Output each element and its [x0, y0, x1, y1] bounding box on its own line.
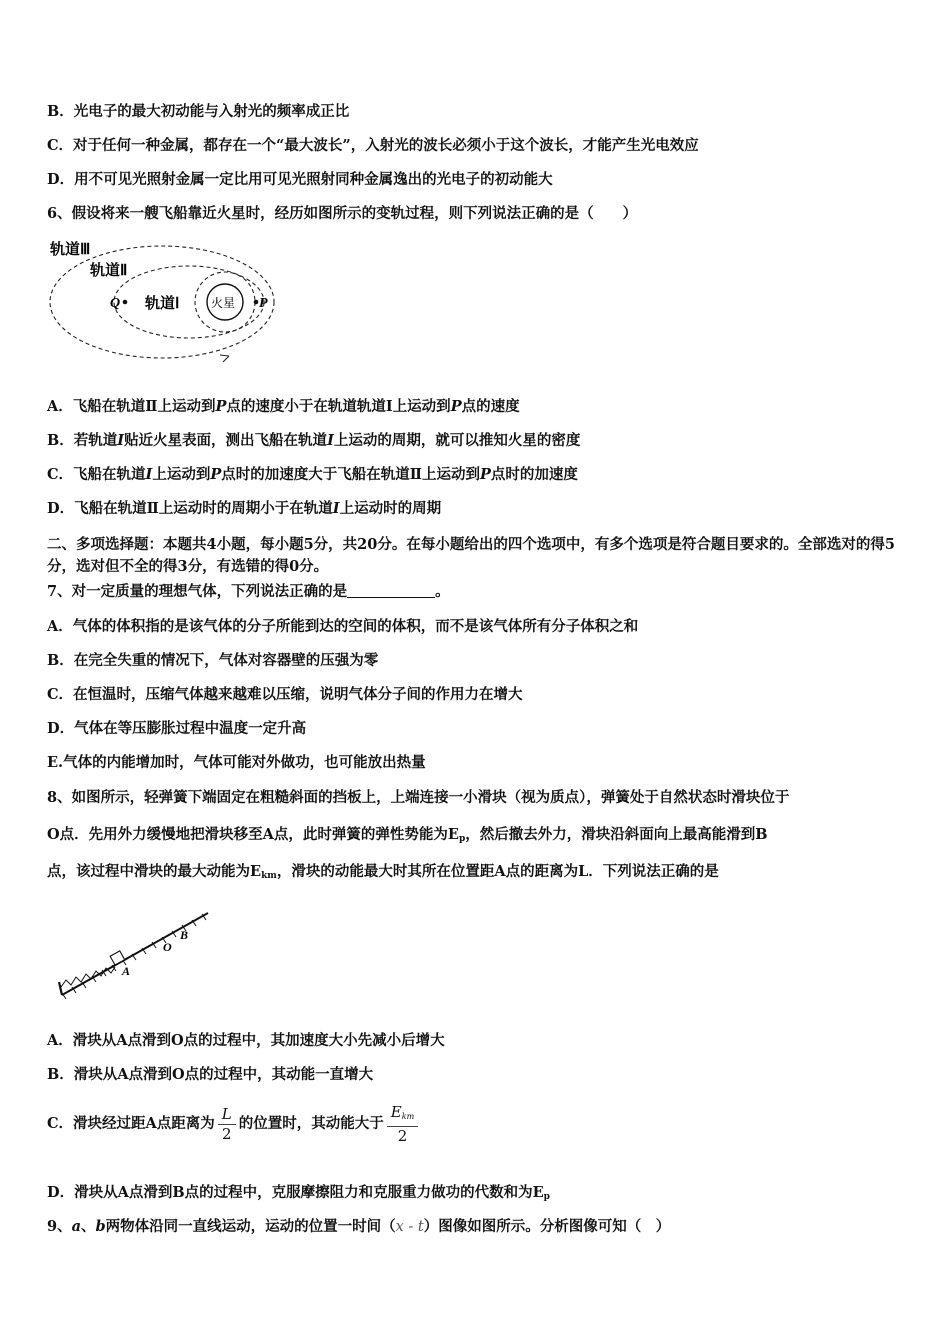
point-q-label: Q	[110, 296, 121, 311]
incline-surface	[62, 913, 208, 995]
q6-stem: 6、假设将来一艘飞船靠近火星时，经历如图所示的变轨过程，则下列说法正确的是（ ）	[47, 205, 638, 222]
q7-option-d: D．气体在等压膨胀过程中温度一定升高	[47, 720, 307, 737]
orbit-transfer-figure	[44, 234, 284, 370]
orbit-1-label: 轨道Ⅰ	[145, 296, 180, 312]
fraction-ekm-over-2: $\frac{\text{Ekm}}{2}$	[387, 1103, 418, 1146]
orbit-3-label: 轨道Ⅲ	[50, 242, 91, 258]
q7-option-a: A．气体的体积指的是该气体的分子所能到达的空间的体积，而不是该气体所有分子体积之和	[47, 618, 639, 635]
q7-option-b: B．在完全失重的情况下，气体对容器壁的压强为零	[47, 652, 379, 669]
q8-stem-line-2: O点．先用外力缓慢地把滑块移至A点，此时弹簧的弹性势能为$E_p$，然后撤去外力，滑块沿斜面向上最高能滑到B	[47, 826, 768, 844]
q6-option-d: D．飞船在轨道Ⅱ上运动时的周期小于在轨道I上运动时的周期	[47, 500, 442, 517]
point-q-dot	[123, 300, 128, 305]
stopper-plate	[59, 982, 62, 995]
q7-option-c: C．在恒温时，压缩气体越来越难以压缩，说明气体分子间的作用力在增大	[47, 686, 523, 703]
xt-notation: x - t	[395, 1219, 424, 1235]
answer-blank	[347, 584, 435, 598]
q8-stem-line-1: 8、如图所示，轻弹簧下端固定在粗糙斜面的挡板上，上端连接一小滑块（视为质点），弹簧处于自然状态时滑块位于	[47, 789, 790, 806]
q8-stem-line-3: 点，该过程中滑块的最大动能为$E_{km}$，滑块的动能最大时其所在位置距A点的距离为L．下列说法正确的是	[47, 863, 719, 881]
direction-arrow-icon	[220, 355, 229, 362]
section-2-heading: 二、多项选择题：本题共4小题，每小题5分，共20分。在每小题给出的四个选项中，有多个选项是符合题目要求的。全部选对的得5分，选对但不全的得3分，有选错的得0分。	[47, 536, 895, 575]
q8-option-c: C．滑块经过距A点距离为 $\frac{L}{2}$ 的位置时，其动能大于 $\frac{\text{Ekm}}{2}$	[47, 1102, 917, 1146]
incline-spring-figure	[52, 905, 217, 1005]
q5-option-c: C．对于任何一种金属，都存在一个“最大波长”，入射光的波长必须小于这个波长，才能产生光电效应	[47, 137, 699, 154]
point-b-label: B	[180, 928, 189, 942]
q9-stem: 9、a、b两物体沿同一直线运动，运动的位置一时间（x - t）图像如图所示。分析图像可知（ ）	[47, 1218, 671, 1235]
q6-option-a: A．飞船在轨道Ⅱ上运动到P点的速度小于在轨道轨道Ⅰ上运动到P点的速度	[47, 398, 520, 415]
mars-label: 火星	[211, 296, 236, 310]
q6-option-c: C．飞船在轨道I上运动到P点时的加速度大于飞船在轨道Ⅱ上运动到P点时的加速度	[47, 466, 578, 483]
point-p-dot	[254, 300, 259, 305]
fraction-l-over-2: $\frac{L}{2}$	[218, 1105, 236, 1144]
q6-option-b: B．若轨道I贴近火星表面，测出飞船在轨道I上运动的周期，就可以推知火星的密度	[47, 432, 581, 449]
q5-option-d: D．用不可见光照射金属一定比用可见光照射同种金属逸出的光电子的初动能大	[47, 171, 553, 188]
q8-option-b: B．滑块从A点滑到O点的过程中，其动能一直增大	[47, 1066, 374, 1083]
point-a-label: A	[122, 964, 131, 978]
q8-option-d: D．滑块从A点滑到B点的过程中，克服摩擦阻力和克服重力做功的代数和为$E_p$	[47, 1184, 550, 1202]
q5-option-b: B．光电子的最大初动能与入射光的频率成正比	[47, 103, 350, 120]
q8-option-a: A．滑块从A点滑到O点的过程中，其加速度大小先减小后增大	[47, 1032, 445, 1049]
q7-stem: 7、对一定质量的理想气体，下列说法正确的是 。	[47, 583, 450, 600]
point-p-label: P	[259, 296, 268, 311]
orbit-2-label: 轨道Ⅱ	[90, 263, 128, 279]
slider-block	[110, 951, 124, 965]
point-o-label: O	[163, 940, 172, 954]
q7-option-e: E.气体的内能增加时，气体可能对外做功，也可能放出热量	[47, 754, 426, 771]
